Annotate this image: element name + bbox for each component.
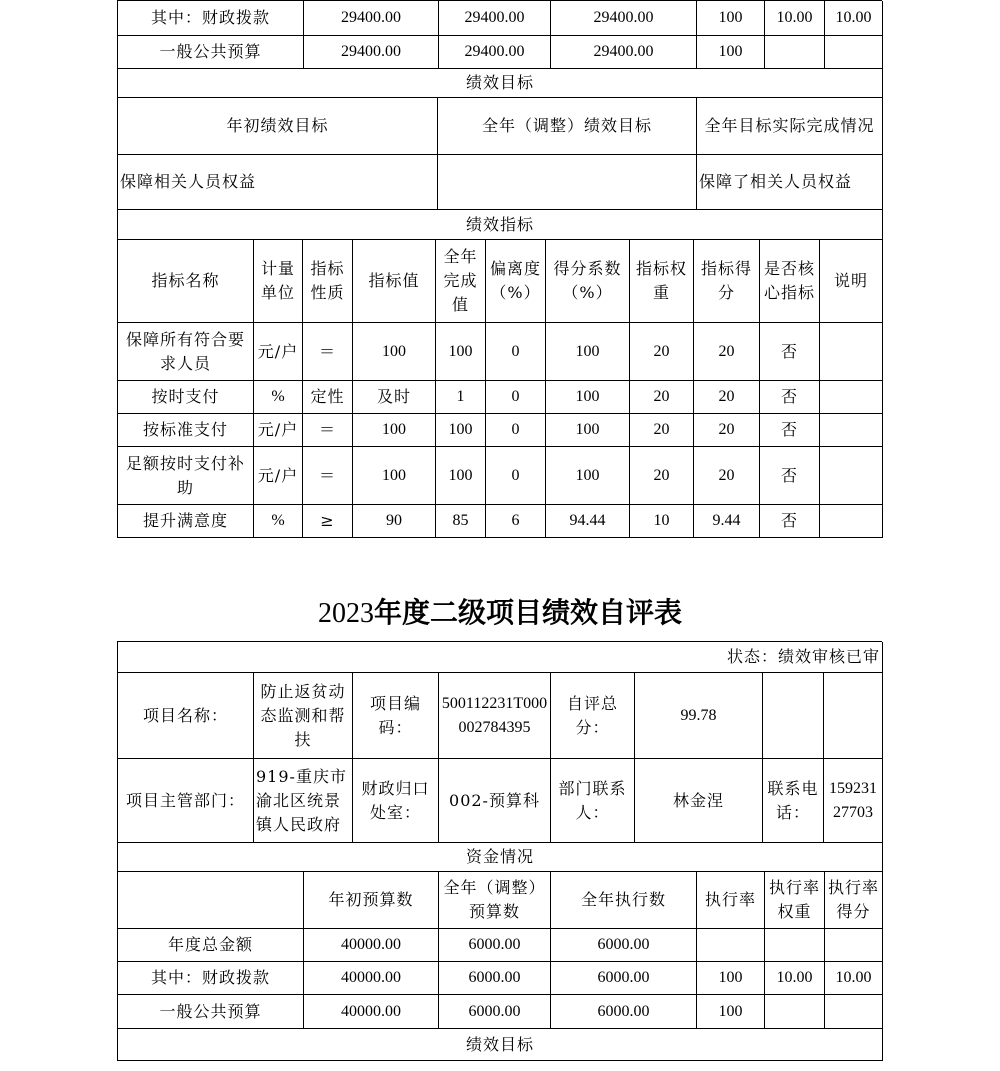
- ind-name: 按时支付: [118, 381, 254, 414]
- fund-header-adjusted: 全年（调整）预算数: [439, 872, 551, 929]
- ind-name: 保障所有符合要求人员: [118, 323, 254, 381]
- self-score-value: 99.78: [635, 673, 763, 759]
- fund-initial: 29400.00: [304, 1, 439, 36]
- fund-header-executed: 全年执行数: [551, 872, 697, 929]
- ind-note: [820, 505, 883, 538]
- fund-header-label: [118, 872, 304, 929]
- ind-score: 9.44: [694, 505, 760, 538]
- ind-header-name: 指标名称: [118, 240, 254, 323]
- goals-header-initial: 年初绩效目标: [118, 98, 438, 155]
- fund-weight: [765, 929, 825, 962]
- ind-value: 90: [353, 505, 436, 538]
- fund-initial: 40000.00: [304, 962, 439, 995]
- contact-value: 林金涅: [635, 759, 763, 843]
- bottom-fund-table: [117, 842, 882, 1029]
- ind-unit: 元/户: [254, 414, 303, 447]
- fund-score: [825, 36, 883, 69]
- title-text: 年度二级项目绩效自评表: [373, 596, 682, 629]
- ind-deviation: 0: [486, 323, 546, 381]
- fund-label: 一般公共预算: [118, 36, 304, 69]
- ind-nature: 定性: [303, 381, 353, 414]
- ind-unit: %: [254, 505, 303, 538]
- ind-header-value: 指标值: [353, 240, 436, 323]
- bottom-goals-table: [117, 1029, 882, 1061]
- fund-adjusted: 29400.00: [439, 36, 551, 69]
- ind-weight: 20: [630, 381, 694, 414]
- ind-name: 提升满意度: [118, 505, 254, 538]
- ind-nature: ＝: [303, 323, 353, 381]
- ind-header-nature: 指标性质: [303, 240, 353, 323]
- page-title: [0, 593, 1000, 634]
- goals-section-header: 绩效目标: [118, 68, 883, 98]
- fund-rate: 100: [697, 995, 765, 1029]
- ind-note: [820, 447, 883, 505]
- goal-adjusted: [438, 155, 697, 210]
- fund-executed: 6000.00: [551, 929, 697, 962]
- project-name-value: 防止返贫动态监测和帮扶: [254, 673, 353, 759]
- goals-header-actual: 全年目标实际完成情况: [697, 98, 883, 155]
- ind-core: 否: [760, 381, 820, 414]
- ind-deviation: 6: [486, 505, 546, 538]
- fund-header-initial: 年初预算数: [304, 872, 439, 929]
- fund-score: 10.00: [825, 1, 883, 36]
- ind-name: 足额按时支付补助: [118, 447, 254, 505]
- ind-header-core: 是否核心指标: [760, 240, 820, 323]
- ind-header-deviation: 偏离度（%）: [486, 240, 546, 323]
- fund-label: 年度总金额: [118, 929, 304, 962]
- ind-unit: 元/户: [254, 447, 303, 505]
- fund-initial: 29400.00: [304, 36, 439, 69]
- ind-value: 100: [353, 447, 436, 505]
- goals-header-adjusted: 全年（调整）绩效目标: [438, 98, 697, 155]
- ind-core: 否: [760, 505, 820, 538]
- ind-header-note: 说明: [820, 240, 883, 323]
- fund-header-score: 执行率得分: [825, 872, 883, 929]
- ind-header-weight: 指标权重: [630, 240, 694, 323]
- ind-note: [820, 323, 883, 381]
- ind-note: [820, 381, 883, 414]
- ind-unit: %: [254, 381, 303, 414]
- fund-executed: 6000.00: [551, 995, 697, 1029]
- fund-weight: [765, 36, 825, 69]
- fund-score: [825, 995, 883, 1029]
- fund-adjusted: 6000.00: [439, 995, 551, 1029]
- dept-value: 919-重庆市渝北区统景镇人民政府: [254, 759, 353, 843]
- ind-note: [820, 414, 883, 447]
- ind-completed: 1: [436, 381, 486, 414]
- fund-score: [825, 929, 883, 962]
- ind-header-completed: 全年完成值: [436, 240, 486, 323]
- ind-coefficient: 100: [546, 447, 630, 505]
- fund-weight: 10.00: [765, 1, 825, 36]
- ind-nature: ≥: [303, 505, 353, 538]
- project-code-value: 500112231T000002784395: [439, 673, 551, 759]
- fund-rate: 100: [697, 1, 765, 36]
- ind-header-coefficient: 得分系数（%）: [546, 240, 630, 323]
- fund-executed: 29400.00: [551, 1, 697, 36]
- ind-nature: ＝: [303, 414, 353, 447]
- fund-label: 其中：财政拨款: [118, 1, 304, 36]
- top-goals-table: [117, 68, 882, 210]
- fund-weight: [765, 995, 825, 1029]
- project-name-label: 项目名称：: [118, 673, 254, 759]
- ind-coefficient: 100: [546, 323, 630, 381]
- ind-coefficient: 94.44: [546, 505, 630, 538]
- ind-nature: ＝: [303, 447, 353, 505]
- goal-actual: 保障了相关人员权益: [697, 155, 883, 210]
- fund-rate: 100: [697, 962, 765, 995]
- empty-cell: [763, 673, 824, 759]
- empty-cell: [824, 673, 883, 759]
- top-indicators-table: [117, 210, 882, 538]
- ind-header-unit: 计量单位: [254, 240, 303, 323]
- status-label: 状态：绩效审核已审: [118, 642, 883, 673]
- finance-value: 002-预算科: [439, 759, 551, 843]
- ind-weight: 20: [630, 447, 694, 505]
- fund-initial: 40000.00: [304, 995, 439, 1029]
- goal-initial: 保障相关人员权益: [118, 155, 438, 210]
- fund-executed: 29400.00: [551, 36, 697, 69]
- ind-deviation: 0: [486, 447, 546, 505]
- fund-rate: [697, 929, 765, 962]
- ind-name: 按标准支付: [118, 414, 254, 447]
- fund-executed: 6000.00: [551, 962, 697, 995]
- top-fund-table: [117, 0, 882, 69]
- ind-completed: 100: [436, 414, 486, 447]
- dept-label: 项目主管部门：: [118, 759, 254, 843]
- ind-completed: 100: [436, 323, 486, 381]
- title-year: 2023: [317, 598, 374, 629]
- project-info-table: [117, 641, 882, 843]
- project-code-label: 项目编码：: [353, 673, 439, 759]
- fund-label: 其中：财政拨款: [118, 962, 304, 995]
- ind-core: 否: [760, 447, 820, 505]
- finance-label: 财政归口处室：: [353, 759, 439, 843]
- fund-initial: 40000.00: [304, 929, 439, 962]
- fund-label: 一般公共预算: [118, 995, 304, 1029]
- ind-unit: 元/户: [254, 323, 303, 381]
- ind-score: 20: [694, 381, 760, 414]
- ind-value: 及时: [353, 381, 436, 414]
- ind-deviation: 0: [486, 414, 546, 447]
- ind-coefficient: 100: [546, 381, 630, 414]
- ind-value: 100: [353, 323, 436, 381]
- self-score-label: 自评总分：: [551, 673, 635, 759]
- fund-score: 10.00: [825, 962, 883, 995]
- fund-header-rate: 执行率: [697, 872, 765, 929]
- ind-completed: 100: [436, 447, 486, 505]
- ind-value: 100: [353, 414, 436, 447]
- fund-adjusted: 6000.00: [439, 929, 551, 962]
- ind-weight: 20: [630, 323, 694, 381]
- indicators-section-header: 绩效指标: [118, 210, 883, 240]
- phone-value: 15923127703: [824, 759, 883, 843]
- fund-header-weight: 执行率权重: [765, 872, 825, 929]
- ind-coefficient: 100: [546, 414, 630, 447]
- ind-score: 20: [694, 414, 760, 447]
- ind-weight: 10: [630, 505, 694, 538]
- ind-score: 20: [694, 323, 760, 381]
- ind-completed: 85: [436, 505, 486, 538]
- ind-core: 否: [760, 414, 820, 447]
- ind-core: 否: [760, 323, 820, 381]
- fund-adjusted: 29400.00: [439, 1, 551, 36]
- ind-deviation: 0: [486, 381, 546, 414]
- ind-header-score: 指标得分: [694, 240, 760, 323]
- ind-score: 20: [694, 447, 760, 505]
- phone-label: 联系电话：: [763, 759, 824, 843]
- fund-section-header: 资金情况: [118, 842, 883, 872]
- fund-adjusted: 6000.00: [439, 962, 551, 995]
- contact-label: 部门联系人：: [551, 759, 635, 843]
- ind-weight: 20: [630, 414, 694, 447]
- goals-section-header: 绩效目标: [118, 1029, 883, 1061]
- fund-weight: 10.00: [765, 962, 825, 995]
- fund-rate: 100: [697, 36, 765, 69]
